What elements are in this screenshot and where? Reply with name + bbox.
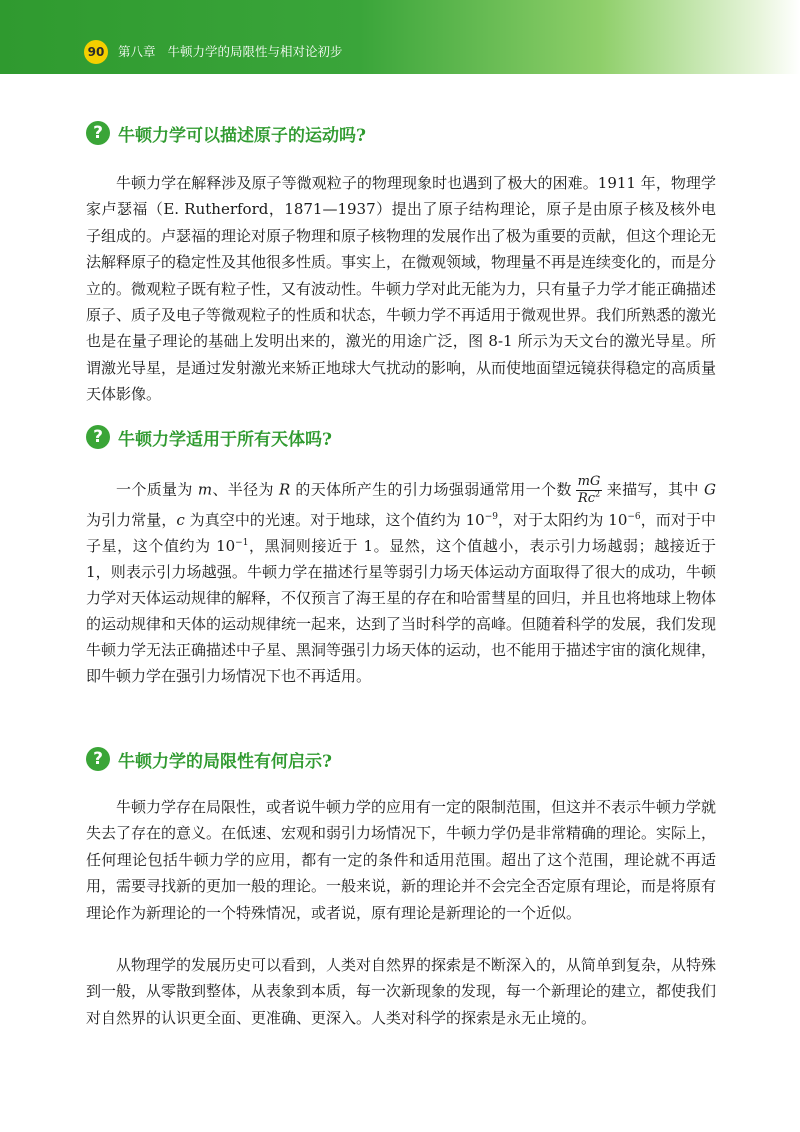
exponent-earth: −9	[484, 512, 498, 522]
text-run: 的天体所产生的引力场强弱通常用一个数	[295, 480, 572, 499]
text-run: ，对于太阳约为 10	[497, 511, 628, 529]
section-heading-1	[86, 118, 366, 148]
variable-c: c	[176, 511, 185, 529]
page-number-badge: 90	[84, 40, 108, 64]
exponent-neutron-star: −1	[235, 538, 249, 548]
text-run: 为真空中的光速。对于地球，这个值约为 10	[189, 511, 485, 529]
text-run: 、半径为	[212, 480, 274, 499]
section-title-2: 牛顿力学适用于所有天体吗?	[118, 429, 332, 450]
section-3-paragraph-1: 牛顿力学存在局限性，或者说牛顿力学的应用有一定的限制范围，但这并不表示牛顿力学就失去了存在的意义。在低速、宏观和弱引力场情况下，牛顿力学仍是非常精确的理论。实际上，任何理论包括牛顿力学的应用，都有一定的条件和适用范围。超出了这个范围，理论就不再适用，需要寻找新的更加一般的理论。一般来说，新的理论并不会完全否定原有理论，而是将原有理论作为新理论的一个特殊情况，或者说，原有理论是新理论的一个近似。	[86, 798, 717, 922]
text-run: 中	[683, 480, 699, 499]
chapter-title: 牛顿力学的局限性与相对论初步	[167, 44, 343, 59]
exponent-sun: −6	[627, 512, 641, 522]
fraction-mg-over-rc2	[576, 474, 603, 507]
section-heading-2	[86, 422, 332, 452]
section-title-1: 牛顿力学可以描述原子的运动吗?	[118, 125, 366, 146]
text-run: 来描写，其	[606, 480, 684, 499]
question-icon: ?	[86, 121, 110, 145]
page-header	[0, 0, 800, 74]
text-run: 一个质量为	[116, 480, 193, 499]
question-icon: ?	[86, 747, 110, 771]
section-title-3: 牛顿力学的局限性有何启示?	[118, 751, 332, 772]
fraction-denominator	[576, 491, 603, 507]
text-run: ，而对于中子星，这个值约为 10	[86, 511, 716, 555]
variable-m: m	[197, 480, 213, 499]
section-2-paragraph	[86, 474, 716, 689]
variable-r: R	[278, 480, 291, 499]
question-icon: ?	[86, 425, 110, 449]
section-3-paragraph-2: 从物理学的发展历史可以看到，人类对自然界的探索是不断深入的，从简单到复杂，从特殊到一般，从零散到整体，从表象到本质，每一次新现象的发现，每一个新理论的建立，都使我们对自然界的认识更全面、更准确、更深入。人类对科学的探索是永无止境的。	[86, 956, 717, 1027]
chapter-heading	[118, 42, 343, 62]
text-run: 为引力常量，	[86, 511, 177, 529]
fraction-numerator: mG	[577, 474, 601, 489]
section-1-paragraph: 牛顿力学在解释涉及原子等微观粒子的物理现象时也遇到了极大的困难。1911 年，物理学家卢瑟福（E. Rutherford，1871—1937）提出了原子结构理论，原子是由原子核及核外电子组成的。卢瑟福的理论对原子物理和原子核物理的发展作出了极为重要的贡献，但这个理论无法解释原子的稳定性及其他很多性质。事实上，在微观领域，物理量不再是连续变化的，而是分立的。微观粒子既有粒子性，又有波动性。牛顿力学对此无能为力，只有量子力学才能正确描述原子、质子及电子等微观粒子的性质和状态，牛顿力学不再适用于微观世界。我们所熟悉的激光也是在量子理论的基础上发明出来的，激光的用途广泛，图 8-1 所示为天文台的激光导星。所谓激光导星，是通过发射激光来矫正地球大气扰动的影响，从而使地面望远镜获得稳定的高质量天体影像。	[86, 174, 717, 404]
denominator-exponent: 2	[595, 489, 601, 499]
variable-g: G	[703, 480, 716, 499]
section-heading-3	[86, 744, 332, 774]
chapter-label: 第八章	[118, 44, 156, 59]
denominator-base: Rc	[577, 491, 596, 506]
text-run: ，黑洞则接近于 1。显然，这个值越小，表示引力场越弱；越接近于 1，则表示引力场越强。牛顿力学在描述行星等弱引力场天体运动方面取得了很大的成功，牛顿力学对天体运动规律的解释，不仅预言了海王星的存在和哈雷彗星的回归，并且也将地球上物体的运动规律和天体的运动规律统一起来，达到了当时科学的高峰。但随着科学的发展，我们发现牛顿力学无法正确描述中子星、黑洞等强引力场天体的运动，也不能用于描述宇宙的演化规律，即牛顿力学在强引力场情况下也不再适用。	[86, 537, 717, 685]
